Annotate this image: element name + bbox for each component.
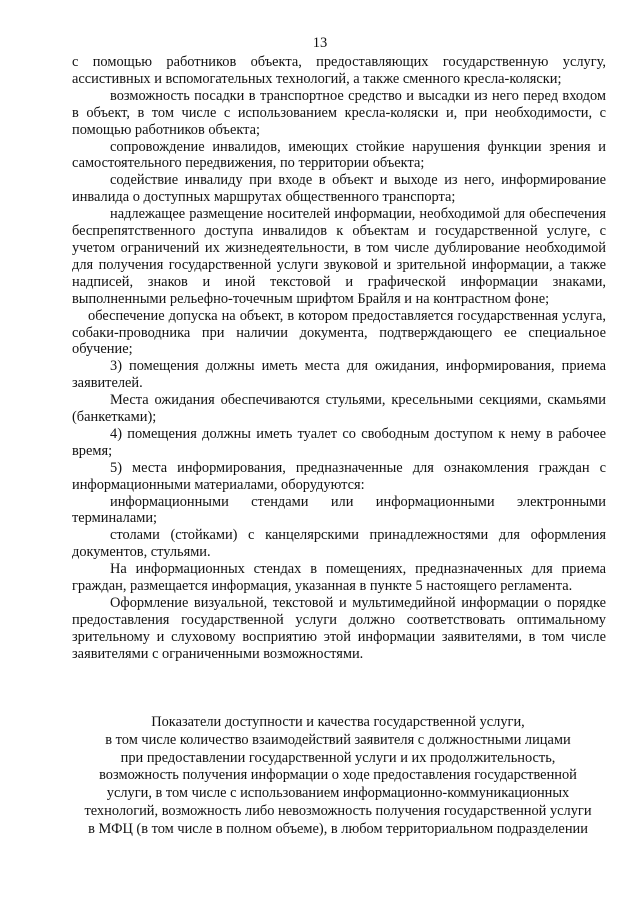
paragraph: обеспечение допуска на объект, в котором предоставляется государственная услуга, собаки-проводника при наличии документа, подтверждающего ее специальное обучение; <box>72 307 606 358</box>
section-heading <box>64 714 612 839</box>
paragraph: информационными стендами или информационными электронными терминалами; <box>72 493 606 527</box>
heading-line: технологий, возможность либо невозможность получения государственной услуги <box>84 802 592 819</box>
heading-line: при предоставлении государственной услуги и их продолжительность, <box>120 749 556 766</box>
heading-line: в МФЦ (в том числе в полном объеме), в любом территориальном подразделении <box>88 820 588 837</box>
paragraph: 5) места информирования, предназначенные для ознакомления граждан с информационными материалами, оборудуются: <box>72 459 606 493</box>
paragraph: возможность посадки в транспортное средство и высадки из него перед входом в объект, в том числе с использованием кресла-коляски и, при необходимости, с помощью работников объекта; <box>72 87 606 138</box>
heading-line: Показатели доступности и качества государственной услуги, <box>151 714 525 730</box>
paragraph: 3) помещения должны иметь места для ожидания, информирования, приема заявителей. <box>72 358 606 392</box>
heading-line: возможность получения информации о ходе предоставления государственной <box>99 767 577 784</box>
body-text <box>72 54 606 663</box>
paragraph: 4) помещения должны иметь туалет со свободным доступом к нему в рабочее время; <box>72 425 606 459</box>
heading-line: услуги, в том числе с использованием информационно-коммуникационных <box>106 785 570 802</box>
heading-line: в том числе количество взаимодействий заявителя с должностными лицами <box>105 731 571 748</box>
paragraph: с помощью работников объекта, предоставляющих государственную услугу, ассистивных и вспомогательных технологий, а также сменного кресла-коляски; <box>72 54 606 87</box>
paragraph: столами (стойками) с канцелярскими принадлежностями для оформления документов, стульями. <box>72 527 606 561</box>
page-number: 13 <box>312 35 328 51</box>
paragraph: сопровождение инвалидов, имеющих стойкие нарушения функции зрения и самостоятельного передвижения, по территории объекта; <box>72 138 606 172</box>
paragraph: содействие инвалиду при входе в объект и выходе из него, информирование инвалида о доступных маршрутах общественного транспорта; <box>72 172 606 206</box>
paragraph: надлежащее размещение носителей информации, необходимой для обеспечения беспрепятственного доступа инвалидов к объектам и государственной услуге, с учетом ограничений их жизнедеятельности, в том числе дублирование необходимой для получения государственной услуги звуковой и зрительной информации, а также надписей, знаков и иной текстовой и графической информации знаками, выполненными рельефно-точечным шрифтом Брайля и на контрастном фоне; <box>72 206 606 307</box>
paragraph: Оформление визуальной, текстовой и мультимедийной информации о порядке предоставления государственной услуги должно соответствовать оптимальному зрительному и слуховому восприятию этой информации заявителями, в том числе заявителями с ограниченными возможностями. <box>72 595 606 662</box>
paragraph: Места ожидания обеспечиваются стульями, кресельными секциями, скамьями (банкетками); <box>72 392 606 426</box>
paragraph: На информационных стендах в помещениях, предназначенных для приема граждан, размещается информация, указанная в пункте 5 настоящего регламента. <box>72 561 606 595</box>
